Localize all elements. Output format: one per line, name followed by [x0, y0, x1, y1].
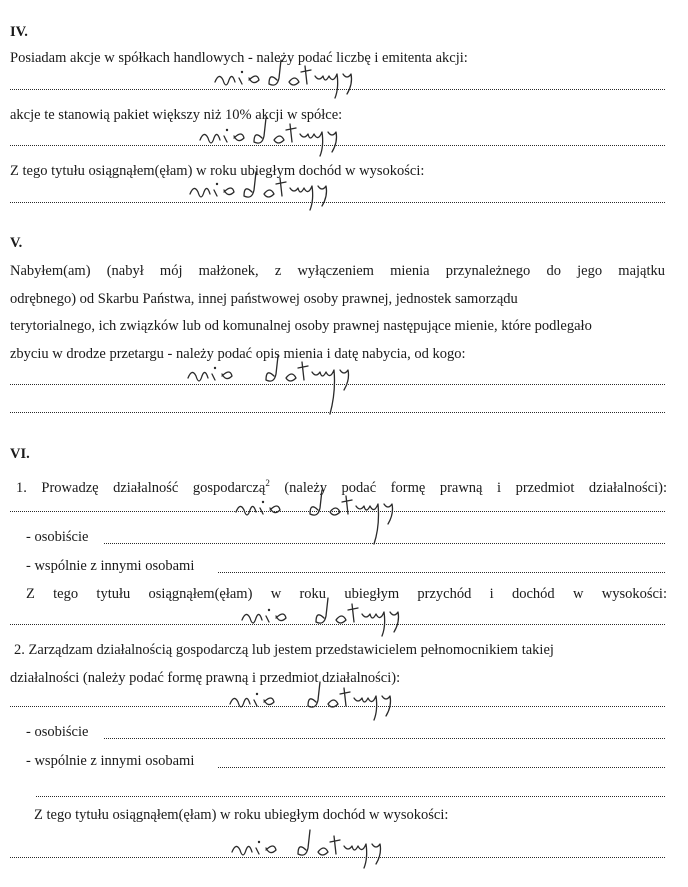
management-extra-line[interactable]: [36, 796, 665, 797]
stake-answer-line[interactable]: [10, 145, 665, 146]
management-personal-label: - osobiście: [26, 724, 89, 740]
section-v-heading: V.: [10, 235, 23, 251]
business-personal-label: - osobiście: [26, 529, 89, 545]
income-answer-line-iv[interactable]: [10, 202, 665, 203]
property-question-line-4: zbyciu w drodze przetargu - należy podać opis mienia i datę nabycia, od kogo:: [10, 346, 466, 362]
income-question-iv: Z tego tytułu osiągnąłem(ęłam) w roku ubiegłym dochód w wysokości:: [10, 163, 425, 179]
stake-question: akcje te stanowią pakiet większy niż 10% akcji w spółce:: [10, 107, 343, 123]
management-income-question: Z tego tytułu osiągnąłem(ęłam) w roku ubiegłym dochód w wysokości:: [34, 807, 449, 823]
shares-question: Posiadam akcje w spółkach handlowych - należy podać liczbę i emitenta akcji:: [10, 50, 468, 66]
section-vi-heading: VI.: [10, 446, 30, 462]
business-question: [16, 474, 667, 497]
handwritten-answer-business: [236, 490, 393, 544]
management-income-answer-line[interactable]: [10, 857, 665, 858]
section-iv-heading: IV.: [10, 24, 28, 40]
business-personal-field[interactable]: [104, 543, 665, 544]
management-joint-label: - wspólnie z innymi osobami: [26, 753, 195, 769]
management-personal-field[interactable]: [104, 738, 665, 739]
business-question-suffix: (należy podać formę prawną i przedmiot działalności):: [269, 479, 667, 496]
property-question-line-1: Nabyłem(am) (nabył mój małżonek, z wyłączeniem mienia przynależnego do jego majątku: [10, 263, 665, 279]
business-question-prefix: 1. Prowadzę działalność gospodarczą: [16, 479, 266, 496]
management-question-line-2: działalności (należy podać formę prawną i przedmiot działalności):: [10, 670, 401, 686]
property-question-line-2: odrębnego) od Skarbu Państwa, innej państwowej osoby prawnej, jednostek samorządu: [10, 291, 518, 307]
business-income-answer-line[interactable]: [10, 624, 665, 625]
property-answer-line-1[interactable]: [10, 384, 665, 385]
management-answer-line[interactable]: [10, 706, 665, 707]
business-joint-field[interactable]: [218, 572, 665, 573]
shares-answer-line[interactable]: [10, 89, 665, 90]
property-answer-line-2[interactable]: [10, 412, 665, 413]
business-answer-line[interactable]: [10, 511, 665, 512]
handwritten-answer-business-income: [242, 598, 399, 636]
business-income-question: Z tego tytułu osiągnąłem(ęłam) w roku ubiegłym przychód i dochód w wysokości:: [26, 586, 667, 602]
footnote-marker: 2: [265, 478, 270, 488]
handwritten-answer-property: [188, 356, 349, 414]
management-joint-field[interactable]: [218, 767, 665, 768]
handwritten-answer-management: [230, 682, 391, 720]
handwritten-answer-management-income: [232, 830, 381, 868]
management-question-line-1: 2. Zarządzam działalnością gospodarczą lub jestem przedstawicielem pełnomocnikiem takiej: [14, 642, 554, 658]
business-joint-label: - wspólnie z innymi osobami: [26, 558, 195, 574]
property-question-line-3: terytorialnego, ich związków lub od komunalnej osoby prawnej następujące mienie, które podlegało: [10, 318, 592, 334]
